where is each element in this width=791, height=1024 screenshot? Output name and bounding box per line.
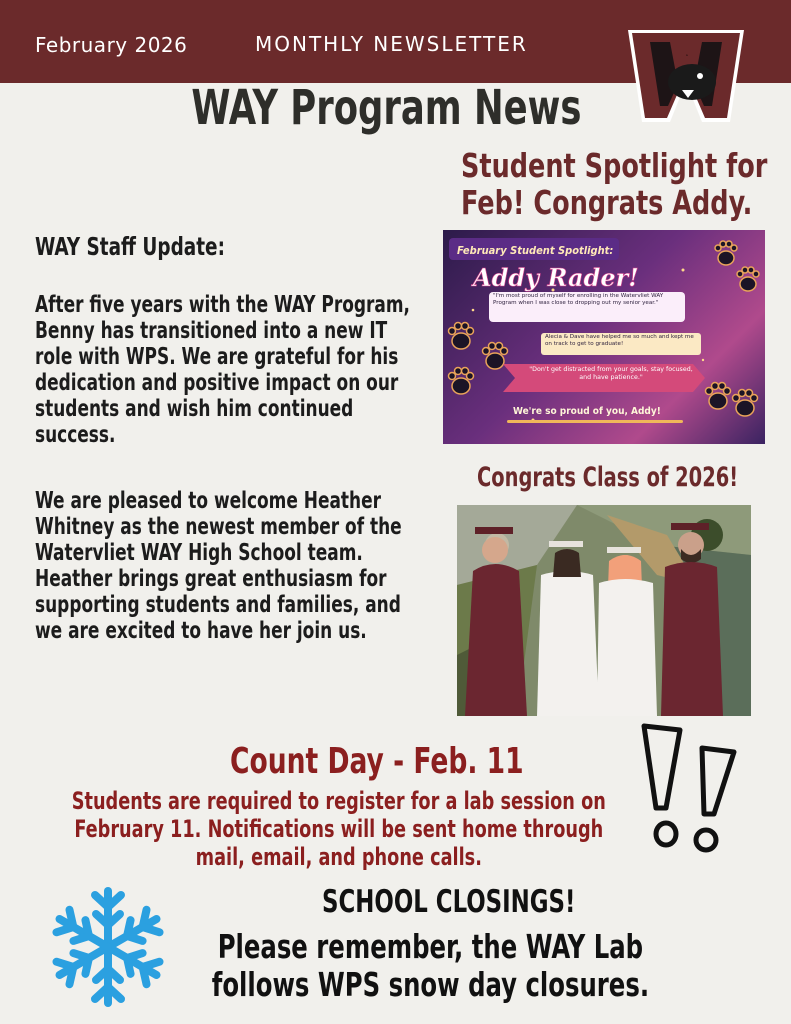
staff-paragraph-benny: After five years with the WAY Program, Benny has transitioned into a new IT role with WPS. We are grateful for his dedication and positive impact on our students and wish him continued success. xyxy=(35,292,410,448)
page-title: WAY Program News xyxy=(191,80,582,136)
spotlight-banner: February Student Spotlight: xyxy=(457,244,614,257)
spotlight-quote-3: "Don't get distracted from your goals, stay focused, and have patience." xyxy=(529,366,693,381)
school-closings-body: Please remember, the WAY Lab follows WPS snow day closures. xyxy=(211,927,650,1004)
svg-text:W: W xyxy=(686,55,688,57)
spotlight-heading-line2: Feb! Congrats Addy. xyxy=(461,183,753,222)
spotlight-heading-line1: Student Spotlight for xyxy=(461,146,768,185)
exclamation-icon xyxy=(638,722,738,854)
count-day-heading: Count Day - Feb. 11 xyxy=(230,741,524,782)
spotlight-quote-1: "I'm most proud of myself for enrolling in the Watervliet WAY Program when I was close to dropping out my senior year." xyxy=(493,293,664,306)
class-of-2026-heading: Congrats Class of 2026! xyxy=(477,462,739,493)
school-closings-heading: SCHOOL CLOSINGS! xyxy=(322,884,576,920)
spotlight-quote-2: Alecia & Dave have helped me so much and kept me on track to get to graduate! xyxy=(545,334,694,347)
school-logo-icon xyxy=(626,26,746,126)
newsletter-label: MONTHLY NEWSLETTER xyxy=(255,32,528,56)
snowflake-icon xyxy=(45,884,171,1010)
staff-paragraph-heather: We are pleased to welcome Heather Whitney as the newest member of the Watervliet WAY High School team. Heather brings great enthusiasm for supporting students and families, and we are excited to have her join us. xyxy=(35,488,402,644)
graduates-photo xyxy=(457,505,751,716)
spotlight-image xyxy=(443,230,765,444)
spotlight-footer: We're so proud of you, Addy! xyxy=(513,406,661,417)
newsletter-date: February 2026 xyxy=(35,33,188,57)
count-day-body: Students are required to register for a lab session on February 11. Notifications will be sent home through mail, email, and phone calls. xyxy=(71,787,606,871)
spotlight-heading xyxy=(461,146,768,222)
spotlight-name: Addy Rader! xyxy=(473,263,639,292)
staff-update-heading: WAY Staff Update: xyxy=(35,232,225,261)
